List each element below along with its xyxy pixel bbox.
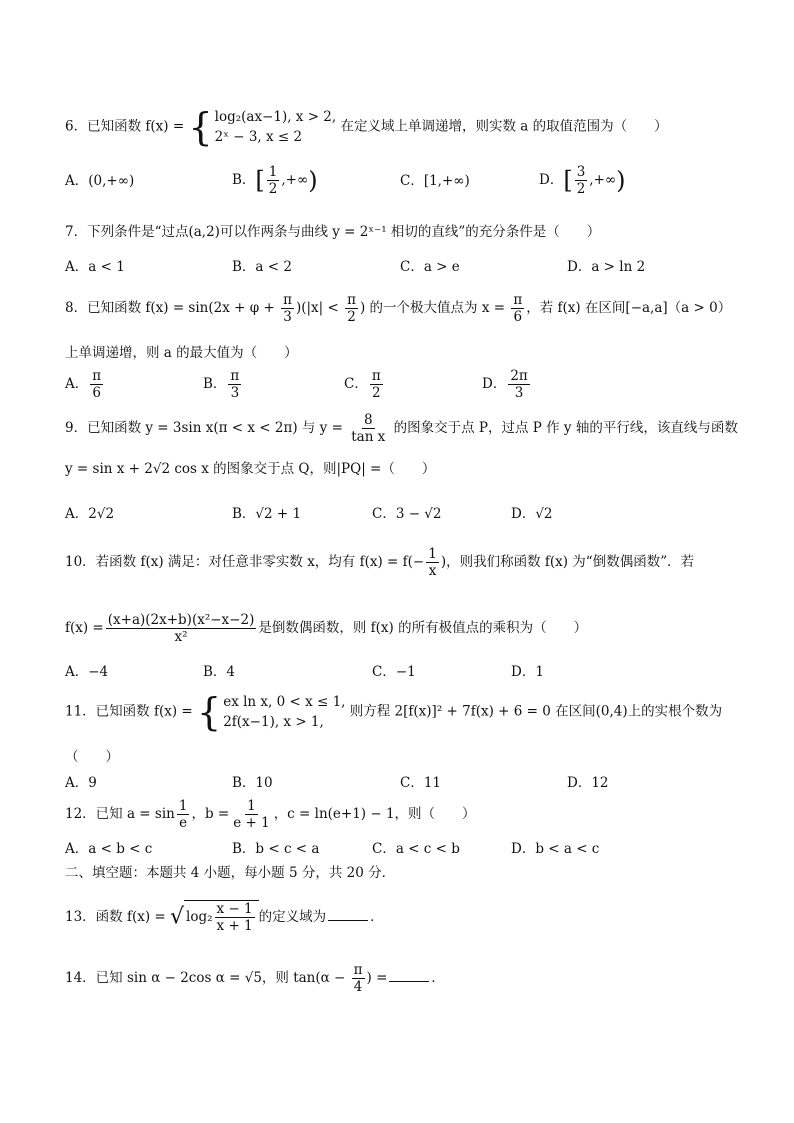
brace-icon: {: [197, 690, 222, 734]
question-11-stem: 11．已知函数 f(x) = { ex ln x, 0 < x ≤ 1, 2f(x−1), x > 1, 则方程 2[f(x)]² + 7f(x) + 6 = 0 在区间(0,4)上的实根个数为: [65, 690, 723, 734]
q8-option-c: C． $\frac{\pi}{2}$: [344, 368, 381, 401]
question-13-stem: 13．函数 f(x) = √ log₂ $\frac{x - 1}{x + 1}$ 的定义域为 ．: [65, 901, 384, 934]
q6-option-b: B．[ $\frac{1}{2}$ ,+∞): [232, 164, 318, 197]
q6-b-fraction: $\frac{1}{2}$: [268, 164, 278, 197]
question-10-stem: 10．若函数 f(x) 满足：对任意非零实数 x，均有 f(x) = f(− $\frac{1}{x}$ )，则我们称函数 f(x) 为“倒数偶函数”．若: [65, 546, 695, 579]
section-2-heading: 二、填空题：本题共 4 小题，每小题 5 分，共 20 分．: [65, 865, 396, 881]
question-14-stem: 14．已知 sin α − 2cos α = √5，则 tan(α − $\frac{\pi}{4}$ ) = ．: [65, 962, 445, 995]
q11-option-a: A．9: [65, 775, 97, 791]
q9-option-d: D．√2: [511, 506, 553, 522]
q13-radicand: log₂ $\frac{x - 1}{x + 1}$: [184, 900, 259, 934]
q12-option-d: D．b < a < c: [511, 841, 600, 857]
q10-function-fraction: $\frac{\text{(x+a)(2x+b)(x²−x−2)}}{\text{x²}}$: [107, 612, 255, 645]
question-7-stem: 7．下列条件是“过点(a,2)可以作两条与曲线 y = 2ˣ⁻¹ 相切的直线”的充分条件是（ ）: [65, 224, 601, 240]
q6-case-1: log₂(ax−1), x > 2,: [214, 109, 337, 125]
brace-icon: {: [188, 105, 213, 149]
q9-fraction: $\frac{8}{\text{tan x}}$: [351, 412, 386, 445]
q12-option-a: A．a < b < c: [65, 841, 153, 857]
q6-option-c: C．[1,+∞): [400, 173, 470, 189]
q8-option-b: B． $\frac{\pi}{3}$: [203, 368, 240, 401]
question-12-stem: 12．已知 a = sin $\frac{1}{e}$ ，b = $\frac{1}{e + 1}$ ，c = ln(e+1) − 1，则（ ）: [65, 798, 476, 831]
q11-option-b: B．10: [232, 775, 273, 791]
q6-suffix: 在定义域上单调递增，则实数 a 的取值范围为（ ）: [340, 118, 668, 135]
q8-pi-over-6: $\frac{\pi}{6}$: [513, 292, 523, 325]
q8-pi-over-3: $\frac{\pi}{3}$: [283, 292, 292, 325]
q11-option-c: C．11: [400, 775, 442, 791]
question-8-line-2: 上单调递增，则 a 的最大值为（ ）: [65, 345, 298, 361]
q14-answer-blank[interactable]: [389, 981, 429, 982]
q12-option-b: B．b < c < a: [232, 841, 320, 857]
q10-fraction: $\frac{1}{x}$: [428, 546, 437, 579]
q13-answer-blank[interactable]: [328, 920, 368, 921]
q7-option-c: C．a > e: [400, 259, 460, 275]
question-10-line-2: f(x) = $\frac{\text{(x+a)(2x+b)(x²−x−2)}}{\text{x²}}$ 是倒数偶函数，则 f(x) 的所有极值点的乘积为（ ）: [65, 612, 588, 645]
q11-case-1: ex ln x, 0 < x ≤ 1,: [223, 694, 346, 710]
q8-option-d: D． $\frac{2\pi}{3}$: [482, 368, 528, 401]
q6-option-d: D．[ $\frac{3}{2}$ ,+∞): [539, 164, 626, 197]
q10-option-d: D．1: [511, 664, 544, 680]
q11-option-d: D．12: [567, 775, 609, 791]
q10-option-b: B．4: [203, 664, 236, 680]
q6-fx: f(x) =: [145, 118, 185, 135]
question-9-stem: 9．已知函数 y = 3sin x(π < x < 2π) 与 y = $\frac{8}{\text{tan x}}$ 的图象交于点 P，过点 P 作 y 轴的平行线，该直线与函数: [65, 412, 738, 445]
q12-option-c: C．a < c < b: [372, 841, 460, 857]
q11-answer-paren: （ ）: [65, 749, 119, 765]
q7-option-b: B．a < 2: [232, 259, 292, 275]
q7-option-d: D．a > ln 2: [567, 259, 646, 275]
q6-d-fraction: $\frac{3}{2}$: [576, 164, 586, 197]
q9-option-b: B．√2 + 1: [232, 506, 302, 522]
q6-case-2: 2ˣ − 3, x ≤ 2: [214, 129, 303, 145]
q8-pi-over-2: $\frac{\pi}{2}$: [347, 292, 356, 325]
question-6-stem: [65, 107, 668, 147]
question-8-stem: 8．已知函数 f(x) = sin(2x + φ + $\frac{\pi}{3}$ )(|x| < $\frac{\pi}{2}$ ) 的一个极大值点为 x = $\frac{\pi}{6}$ ，若 f(x) 在区间[−a,a]（a > 0）: [65, 292, 732, 325]
sqrt-icon: √: [170, 904, 185, 930]
q11-piecewise: [197, 692, 345, 732]
question-9-line-2: y = sin x + 2√2 cos x 的图象交于点 Q，则|PQ| =（ ）: [65, 461, 436, 477]
q7-option-a: A．a < 1: [65, 259, 125, 275]
q9-option-c: C．3 − √2: [372, 506, 442, 522]
q8-option-a: A． $\frac{\pi}{6}$: [65, 368, 102, 401]
q10-option-a: A．−4: [65, 664, 109, 680]
q6-piecewise: [188, 107, 336, 147]
q10-option-c: C．−1: [372, 664, 416, 680]
q6-option-a: A．(0,+∞): [65, 173, 135, 189]
q6-prefix: 6．已知函数: [65, 118, 142, 135]
q11-case-2: 2f(x−1), x > 1,: [223, 714, 324, 730]
q9-option-a: A．2√2: [65, 506, 115, 522]
